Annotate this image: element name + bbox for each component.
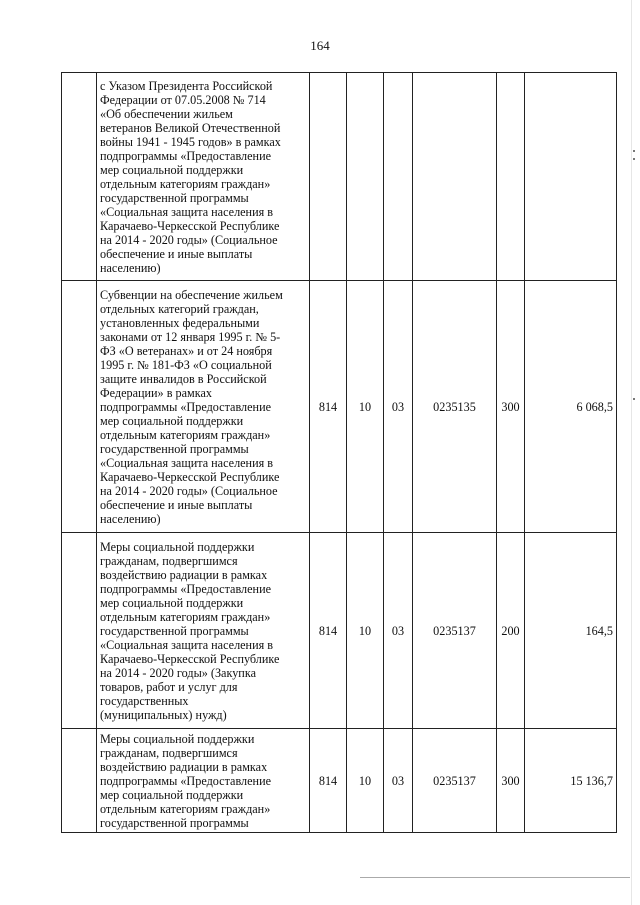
empty-cell <box>62 533 97 729</box>
page-number: 164 <box>310 38 330 53</box>
target-article-code: 0235135 <box>413 281 497 533</box>
scan-bottom-rule <box>360 877 630 878</box>
empty-cell <box>62 729 97 833</box>
section-code: 10 <box>347 729 384 833</box>
subsection-code: 03 <box>384 533 413 729</box>
table-row <box>62 281 617 533</box>
empty-cell <box>62 281 97 533</box>
scan-mark <box>633 158 635 160</box>
target-article-code <box>413 73 497 281</box>
subsection-code <box>384 73 413 281</box>
scan-mark <box>633 150 635 152</box>
table-row <box>62 73 617 281</box>
section-code <box>347 73 384 281</box>
ministry-code: 814 <box>310 281 347 533</box>
target-article-code: 0235137 <box>413 533 497 729</box>
section-code: 10 <box>347 533 384 729</box>
empty-cell <box>62 73 97 281</box>
ministry-code <box>310 73 347 281</box>
row-description: Субвенции на обеспечение жильем отдельных категорий граждан, установленных федеральными законами от 12 января 1995 г. № 5- ФЗ «О ветеранах» и от 24 ноября 1995 г. № 181-ФЗ «О социальной защите инвалидов в Российской Федерации» в рамках подпрограммы «Предоставление мер социальной поддержки отдельным категориям граждан» государственной программы «Социальная защита населения в Карачаево-Черкесской Республике на 2014 - 2020 годы» (Социальное обеспечение и иные выплаты населению) <box>97 281 310 533</box>
table-row <box>62 729 617 833</box>
table-row <box>62 533 617 729</box>
row-description: Меры социальной поддержки гражданам, подвергшимся воздействию радиации в рамках подпрограммы «Предоставление мер социальной поддержки отдельным категориям граждан» государственной программы «Социальная защита населения в Карачаево-Черкесской Республике на 2014 - 2020 годы» (Закупка товаров, работ и услуг для государственных (муниципальных) нужд) <box>97 533 310 729</box>
expense-type-code: 200 <box>497 533 525 729</box>
ministry-code: 814 <box>310 729 347 833</box>
row-description: Меры социальной поддержки гражданам, подвергшимся воздействию радиации в рамках подпрограммы «Предоставление мер социальной поддержки отдельным категориям граждан» государственной программы <box>97 729 310 833</box>
expense-type-code: 300 <box>497 281 525 533</box>
amount: 164,5 <box>525 533 617 729</box>
ministry-code: 814 <box>310 533 347 729</box>
scan-mark <box>633 398 635 400</box>
budget-table <box>61 72 617 833</box>
subsection-code: 03 <box>384 729 413 833</box>
expense-type-code <box>497 73 525 281</box>
row-description: с Указом Президента Российской Федерации от 07.05.2008 № 714 «Об обеспечении жильем ветеранов Великой Отечественной войны 1941 - 1945 годов» в рамках подпрограммы «Предоставление мер социальной поддержки отдельным категориям граждан» государственной программы «Социальная защита населения в Карачаево-Черкесской Республике на 2014 - 2020 годы» (Социальное обеспечение и иные выплаты населению) <box>97 73 310 281</box>
target-article-code: 0235137 <box>413 729 497 833</box>
scan-page-edge <box>631 0 632 905</box>
section-code: 10 <box>347 281 384 533</box>
subsection-code: 03 <box>384 281 413 533</box>
amount: 15 136,7 <box>525 729 617 833</box>
amount <box>525 73 617 281</box>
expense-type-code: 300 <box>497 729 525 833</box>
amount: 6 068,5 <box>525 281 617 533</box>
